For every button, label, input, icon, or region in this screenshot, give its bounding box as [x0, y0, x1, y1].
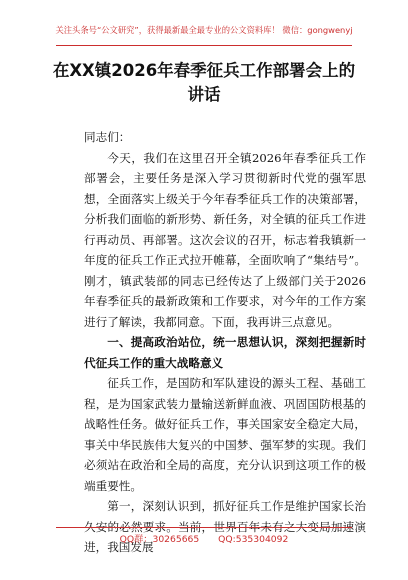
footer-divider	[56, 527, 352, 528]
footer	[0, 531, 408, 545]
document-title: 在XX镇2026年春季征兵工作部署会上的讲话	[52, 61, 356, 104]
salutation: 同志们：	[84, 130, 131, 144]
section-heading-1: 一、提高政治站位，统一思想认识，深刻把握新时代征兵工作的重大战略意义	[84, 335, 366, 370]
header-banner: 关注头条号“公文研究”，获得最新最全最专业的公文资料库！ 微信：gongwenyj	[55, 25, 353, 35]
paragraph-significance: 征兵工作，是国防和军队建设的源头工程、基础工程，是为国家武装力量输送新鲜血液、巩固国防根基的战略性任务。做好征兵工作，事关国家安全稳定大局，事关中华民族伟大复兴的中国梦、强军梦的实现。我们必须站在政治和全局的高度，充分认识到这项工作的极端重要性。	[84, 376, 366, 493]
header-divider	[56, 45, 352, 46]
footer-qq-group: QQ群：30265665	[119, 534, 200, 545]
footer-qq: QQ:535304092	[218, 534, 289, 545]
paragraph-intro: 今天，我们在这里召开全镇2026年春季征兵工作部署会，主要任务是深入学习贯彻新时代党的强军思想，全面落实上级关于今年春季征兵工作的决策部署，分析我们面临的新形势、新任务，对全镇的征兵工作进行再动员、再部署。这次会议的召开，标志着我镇新一年度的征兵工作正式拉开帷幕，全面吹响了“集结号”。刚才，镇武装部的同志已经传达了上级部门关于2026年春季征兵的最新政策和工作要求，对今年的工作方案进行了解读，我都同意。下面，我再讲三点意见。	[84, 150, 366, 329]
paragraph-first-point: 第一，深刻认识到，抓好征兵工作是维护国家长治久安的必然要求。当前，世界百年未有之大变局加速演进，我国发展	[84, 499, 366, 554]
document-body	[84, 127, 366, 558]
